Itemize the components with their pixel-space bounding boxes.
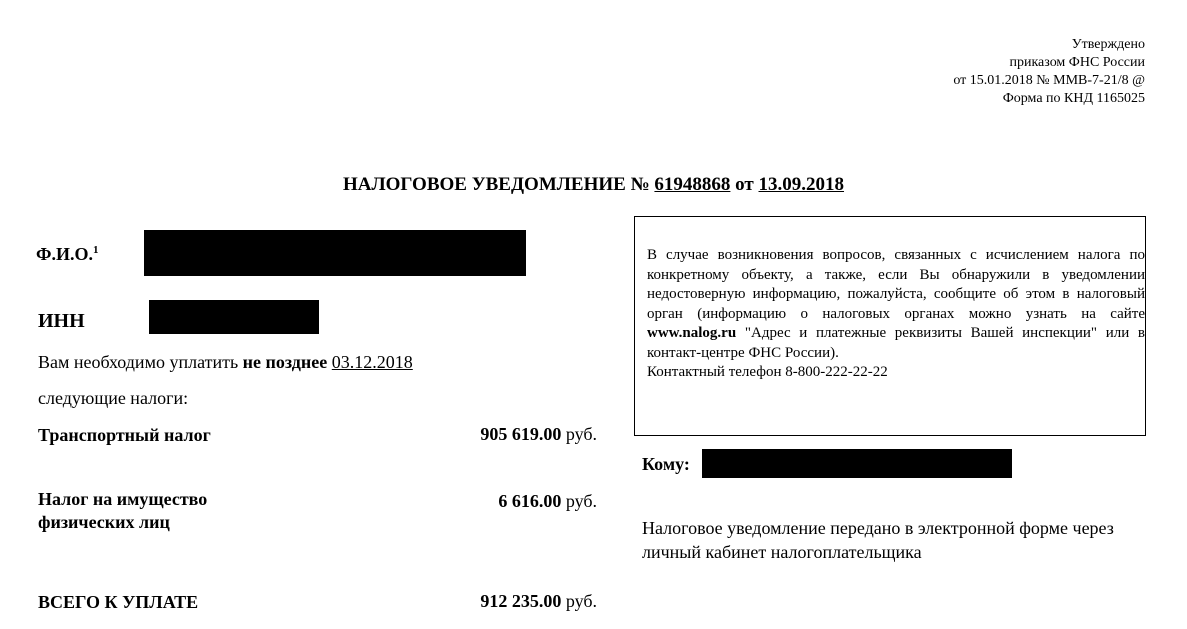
payment-deadline-line <box>38 352 413 373</box>
approval-stamp <box>825 36 1145 108</box>
notice-title <box>0 174 1187 196</box>
fio-label: Ф.И.О.$^1$ <box>36 244 99 264</box>
info-box <box>634 216 1146 436</box>
payment-deadline: 03.12.2018 <box>331 352 413 372</box>
inn-redaction <box>149 300 319 334</box>
title-from: от <box>735 174 754 195</box>
deadline-label: не позднее <box>242 352 328 372</box>
delivery-note: Налоговое уведомление передано в электронной форме через личный кабинет налогоплательщика <box>642 518 1114 562</box>
total-label: ВСЕГО К УПЛАТЕ <box>38 592 199 612</box>
tax-name-transport: Транспортный налог <box>38 425 211 445</box>
fio-redaction <box>144 230 526 276</box>
tax-amount-transport: 905 619.00 руб. <box>480 424 597 444</box>
tax-amount-property: 6 616.00 руб. <box>498 491 597 511</box>
title-prefix: НАЛОГОВОЕ УВЕДОМЛЕНИЕ № <box>342 174 650 195</box>
recipient-redaction <box>702 449 1012 478</box>
approval-line: от 15.01.2018 № ММВ-7-21/8 @ <box>953 73 1145 88</box>
notice-date: 13.09.2018 <box>758 174 845 195</box>
approval-line: приказом ФНС России <box>1009 55 1145 70</box>
payment-intro: Вам необходимо уплатить <box>38 352 239 372</box>
contact-phone: Контактный телефон 8-800-222-22-22 <box>647 364 888 380</box>
nalog-site-link: www.nalog.ru <box>647 325 737 341</box>
fio-footnote: 1 <box>92 244 99 256</box>
following-taxes-label: следующие налоги: <box>38 388 189 408</box>
approval-line: Утверждено <box>1071 37 1145 52</box>
inn-label: ИНН <box>38 310 85 332</box>
recipient-label: Кому: <box>642 454 690 474</box>
form-code: Форма по КНД 1165025 <box>1002 91 1145 106</box>
notice-number: 61948868 <box>654 174 731 195</box>
info-text: В случае возникновения вопросов, связанных с исчислением налога по конкретному объекту, а также, если Вы обнаружили в уведомлении недостоверную информацию, пожалуйста, сообщите об этом в налоговый орган (информацию о налоговых органах можно узнать на сайте www.nalog.ru "Адрес и платежные реквизиты Вашей инспекции" или в контакт-центре ФНС России). Контактный телефон 8-800-222-22-22 <box>647 247 1145 380</box>
tax-name-property: Налог на имущество физических лиц <box>38 489 208 532</box>
total-amount: 912 235.00 руб. <box>480 591 597 611</box>
